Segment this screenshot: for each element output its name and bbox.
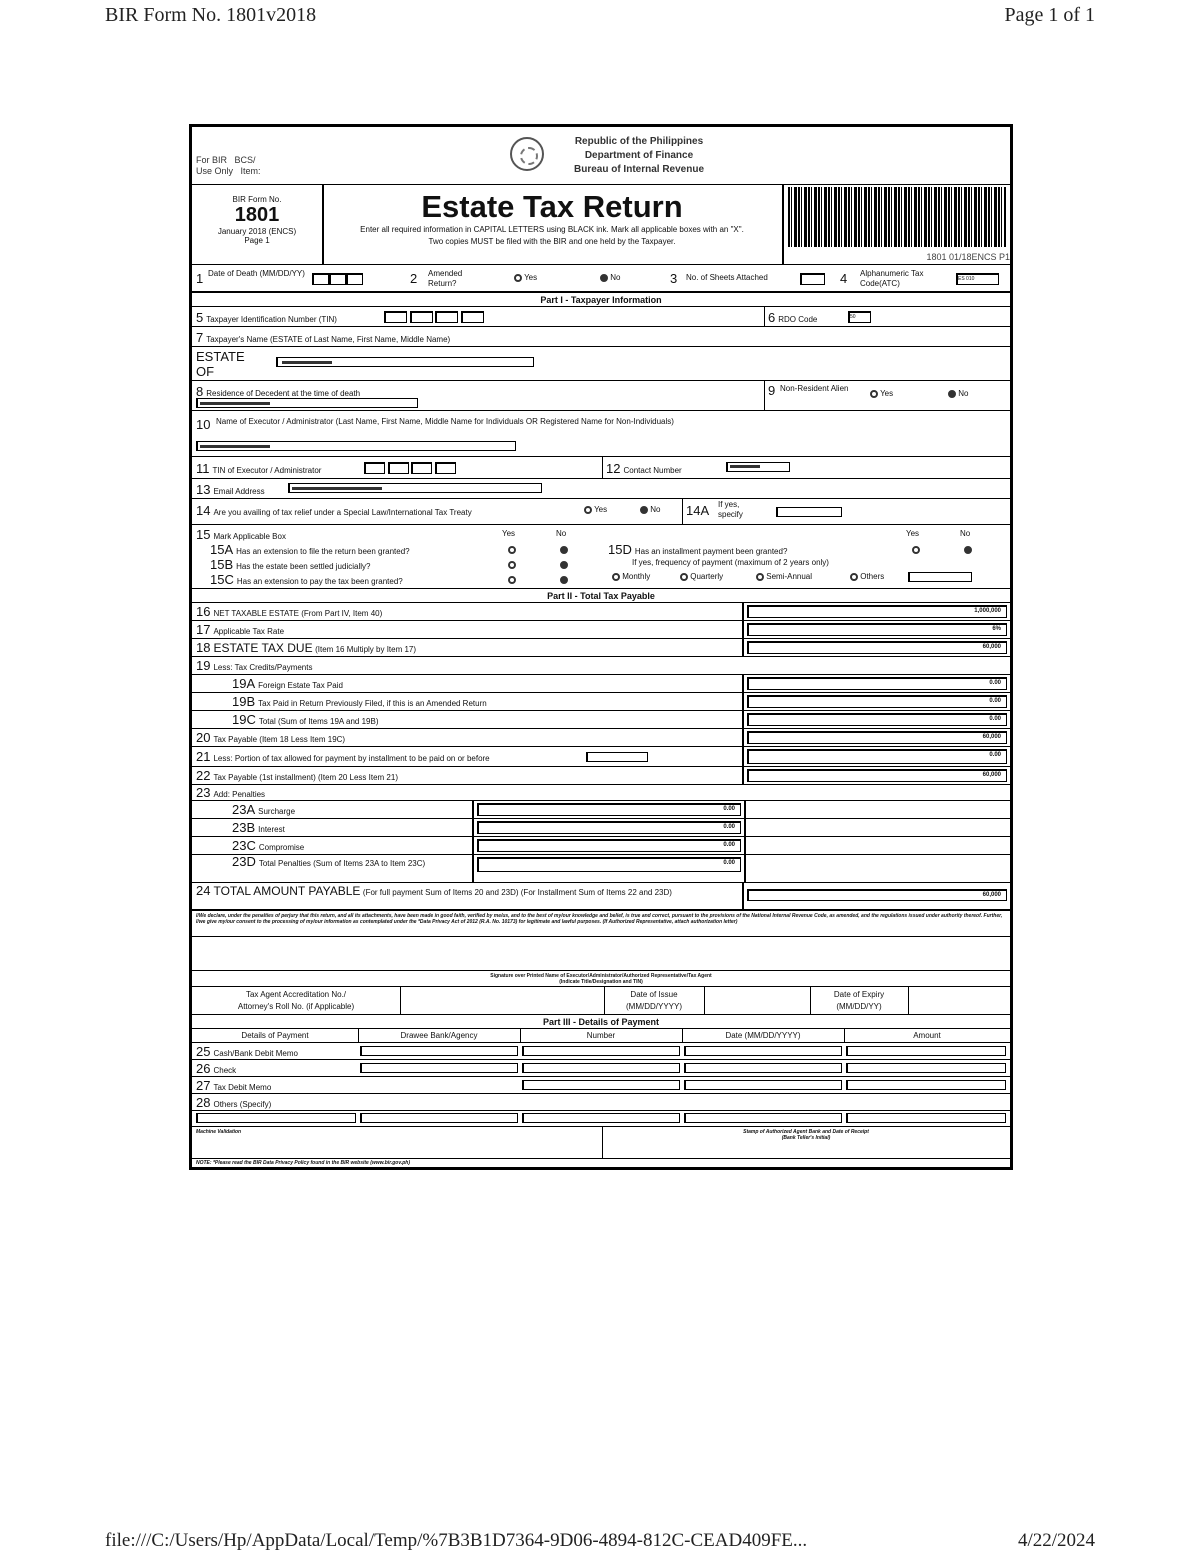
q15d-yes[interactable] (912, 544, 920, 554)
rdo-field[interactable]: 50 (848, 311, 871, 323)
signature-area[interactable] (192, 937, 1010, 987)
treaty-specify-field[interactable] (776, 507, 842, 517)
p28-details[interactable] (196, 1113, 356, 1123)
installment-date-field[interactable] (586, 752, 648, 762)
row-item-23: 23 Add: Penalties (192, 785, 1010, 801)
q15a-no[interactable] (560, 544, 568, 554)
p28-bank[interactable] (360, 1113, 518, 1123)
bir-seal-icon (510, 137, 544, 171)
freq-semi-annual[interactable]: Semi-Annual (756, 572, 812, 581)
amount-19a[interactable]: 0.00 (742, 675, 1010, 692)
row-item-20: 20 Tax Payable (Item 18 Less Item 19C) 60,000 (192, 729, 1010, 747)
tin-field[interactable] (384, 311, 484, 323)
executor-tin-field[interactable] (364, 462, 456, 474)
amount-19c[interactable]: 0.00 (742, 711, 1010, 728)
row-items-8-9: 8 Residence of Decedent at the time of death 9 Non-Resident Alien Yes No (192, 381, 1010, 411)
declaration: I/We declare, under the penalties of perjury that this return, and all its attachments, have been made in good faith, verified by me/us, and to the best of my/our knowledge and belief, is true and correct, pursuant to the provisions of the National Internal Revenue Code, as amended, and the regulations issued under authority thereof. Further, I/we give my/our consent to the processing of my/our information as contemplated under the *Data Privacy Act of 2012 (R.A. No. 10173) for legitimate and lawful purposes. (If Authorized Representative, attach authorization letter) (192, 911, 1010, 937)
amount-21[interactable]: 0.00 (742, 747, 1010, 766)
row-item-7: 7 Taxpayer's Name (ESTATE of Last Name, First Name, Middle Name) (192, 327, 1010, 347)
barcode: 1801 01/18ENCS P1 (782, 185, 1012, 264)
amount-16[interactable]: 1,000,000 (742, 603, 1010, 620)
row-item-21: 21 Less: Portion of tax allowed for payment by installment to be paid on or before 0.00 (192, 747, 1010, 767)
row-item-23d: 23D Total Penalties (Sum of Items 23A to Item 23C) 0.00 (192, 855, 1010, 883)
row-items-1-4: 1 Date of Death (MM/DD/YY) 2 Amended Return? Yes No 3 No. of Sheets Attached 4 Alphanumeric Tax Code(ATC) ES 010 (192, 265, 1010, 293)
payment-row-28: 28 Others (Specify) (192, 1094, 1010, 1111)
row-item-10: 10 Name of Executor / Administrator (Last Name, First Name, Middle Name for Individuals OR Registered Name for Non-Individuals) (192, 411, 1010, 457)
amount-23b[interactable]: 0.00 (472, 819, 746, 836)
non-resident-yes[interactable]: Yes (870, 389, 893, 398)
email-field[interactable] (288, 483, 542, 493)
p26-amount[interactable] (846, 1063, 1006, 1073)
treaty-no[interactable]: No (640, 505, 660, 514)
p26-number[interactable] (522, 1063, 680, 1073)
q15c-no[interactable] (560, 574, 568, 584)
row-item-22: 22 Tax Payable (1st installment) (Item 20 Less Item 21) 60,000 (192, 767, 1010, 785)
title-area: Estate Tax Return Enter all required information in CAPITAL LETTERS using BLACK ink. Mark all applicable boxes with an "X". Two copies MUST be filed with the BIR and one held by the Taxpayer. (322, 185, 782, 246)
row-estate-name (192, 347, 1010, 381)
p25-amount[interactable] (846, 1046, 1006, 1056)
agency-name: Republic of the Philippines Department of Finance Bureau of Internal Revenue (573, 136, 705, 175)
row-item-23a: 23A Surcharge 0.00 (192, 801, 1010, 819)
row-item-15: 15 Mark Applicable Box Yes No Yes No 15A Has an extension to file the return been granted? 15B Has the estate been settled judicially? 15C Has an extension to pay the tax been granted? 15D Has an installment payment been granted? If yes, frequency of payment (maximum of 2 years only) Monthly Quarterly Semi-Annual Others (192, 525, 1010, 589)
p25-date[interactable] (684, 1046, 842, 1056)
print-header (105, 4, 1095, 30)
date-of-death-field[interactable] (312, 273, 363, 285)
payment-row-26: 26 Check (192, 1060, 1010, 1077)
contact-number-field[interactable] (726, 462, 790, 472)
row-item-14: 14 Are you availing of tax relief under a Special Law/International Tax Treaty Yes No 14A If yes, specify (192, 499, 1010, 525)
amount-18[interactable]: 60,000 (742, 639, 1010, 656)
tax-agent-row: Tax Agent Accreditation No./ Attorney's Roll No. (if Applicable) Date of Issue (MM/DD/YYYY) Date of Expiry (MM/DD/YY) (192, 987, 1010, 1015)
row-item-17: 17 Applicable Tax Rate 6% (192, 621, 1010, 639)
row-item-18: 18 ESTATE TAX DUE (Item 16 Multiply by Item 17) 60,000 (192, 639, 1010, 657)
part-1-header: Part I - Taxpayer Information (192, 293, 1010, 307)
row-item-19a: 19A Foreign Estate Tax Paid 0.00 (192, 675, 1010, 693)
p27-date[interactable] (684, 1080, 842, 1090)
file-path: file:///C:/Users/Hp/AppData/Local/Temp/%7B3B1D7364-9D06-4894-812C-CEAD409FE... (105, 1530, 808, 1551)
row-item-19c: 19C Total (Sum of Items 19A and 19B) 0.00 (192, 711, 1010, 729)
bir-form-1801 (189, 124, 1013, 1170)
freq-others[interactable]: Others (850, 572, 884, 581)
part-2-header: Part II - Total Tax Payable (192, 589, 1010, 603)
p28-amount[interactable] (846, 1113, 1006, 1123)
amended-yes[interactable]: Yes (514, 273, 537, 282)
row-item-13: 13 Email Address (192, 479, 1010, 499)
amount-22[interactable]: 60,000 (742, 767, 1010, 784)
p25-number[interactable] (522, 1046, 680, 1056)
sheets-attached-field[interactable] (800, 273, 825, 285)
row-items-11-12: 11 TIN of Executor / Administrator 12 Contact Number (192, 457, 1010, 479)
amount-20[interactable]: 60,000 (742, 729, 1010, 746)
p28-number[interactable] (522, 1113, 680, 1123)
amount-23d[interactable]: 0.00 (472, 855, 746, 882)
p27-number[interactable] (522, 1080, 680, 1090)
q15b-no[interactable] (560, 559, 568, 569)
q15c-yes[interactable] (508, 574, 516, 584)
row-item-23c: 23C Compromise 0.00 (192, 837, 1010, 855)
executor-name-field[interactable] (196, 441, 516, 451)
q15b-yes[interactable] (508, 559, 516, 569)
title-block (192, 185, 1010, 265)
amount-23a[interactable]: 0.00 (472, 801, 746, 818)
freq-monthly[interactable]: Monthly (612, 572, 650, 581)
print-date: 4/22/2024 (1017, 1530, 1095, 1551)
form-number: 1801 (234, 204, 280, 226)
amended-no[interactable]: No (600, 273, 620, 282)
amount-24[interactable]: 60,000 (742, 883, 1010, 909)
amount-17[interactable]: 6% (742, 621, 1010, 638)
amount-23c[interactable]: 0.00 (472, 837, 746, 854)
freq-others-field[interactable] (908, 572, 972, 582)
p26-date[interactable] (684, 1063, 842, 1073)
taxpayer-name-field[interactable] (276, 357, 534, 367)
residence-field[interactable] (196, 398, 418, 408)
p27-amount[interactable] (846, 1080, 1006, 1090)
payment-row-25: 25 Cash/Bank Debit Memo (192, 1043, 1010, 1060)
row-item-23b: 23B Interest 0.00 (192, 819, 1010, 837)
payment-row-27: 27 Tax Debit Memo (192, 1077, 1010, 1094)
part-3-header: Part III - Details of Payment (192, 1015, 1010, 1029)
form-title: Estate Tax Return (421, 189, 683, 224)
row-item-24: 24 TOTAL AMOUNT PAYABLE (For full payment Sum of Items 20 and 23D) (For Installment Sum of Items 22 and 23D) 60,000 (192, 883, 1010, 911)
print-header-page: Page 1 of 1 (1004, 4, 1095, 26)
freq-quarterly[interactable]: Quarterly (680, 572, 723, 581)
q15d-no[interactable] (964, 544, 972, 554)
atc-field[interactable]: ES 010 (956, 273, 999, 285)
p28-date[interactable] (684, 1113, 842, 1123)
row-item-19: 19 Less: Tax Credits/Payments (192, 657, 1010, 675)
row-items-5-6: 5 Taxpayer Identification Number (TIN) 6 RDO Code 50 (192, 307, 1010, 327)
signature-label: Signature over Printed Name of Executor/Administrator/Authorized Representative/Tax Agent (Indicate Title/Designation and TIN) (192, 970, 1010, 985)
agency-header (192, 127, 1010, 185)
row-item-16: 16 NET TAXABLE ESTATE (From Part IV, Item 40) 1,000,000 (192, 603, 1010, 621)
payment-table-header: Details of Payment Drawee Bank/Agency Number Date (MM/DD/YYYY) Amount (192, 1029, 1010, 1043)
amount-19b[interactable]: 0.00 (742, 693, 1010, 710)
payment-row-28-fields (192, 1111, 1010, 1127)
form-number-block: BIR Form No. 1801 January 2018 (ENCS) Page 1 (192, 185, 324, 264)
row-item-19b: 19B Tax Paid in Return Previously Filed, if this is an Amended Return 0.00 (192, 693, 1010, 711)
validation-row: Machine Validation Stamp of Authorized Agent Bank and Date of Receipt (Bank Teller's Initial) (192, 1127, 1010, 1159)
q15a-yes[interactable] (508, 544, 516, 554)
non-resident-no[interactable]: No (948, 389, 968, 398)
p25-bank[interactable] (360, 1046, 518, 1056)
for-bir-use: For BIR BCS/ Use Only Item: (196, 155, 261, 176)
estate-of-label: ESTATE OF (196, 349, 245, 379)
p26-bank[interactable] (360, 1063, 518, 1073)
agent-accreditation-field[interactable] (404, 987, 604, 1014)
treaty-yes[interactable]: Yes (584, 505, 607, 514)
privacy-note: NOTE: *Please read the BIR Data Privacy Policy found in the BIR website (www.bir.gov.ph) (196, 1160, 411, 1166)
print-header-title: BIR Form No. 1801v2018 (105, 4, 317, 26)
